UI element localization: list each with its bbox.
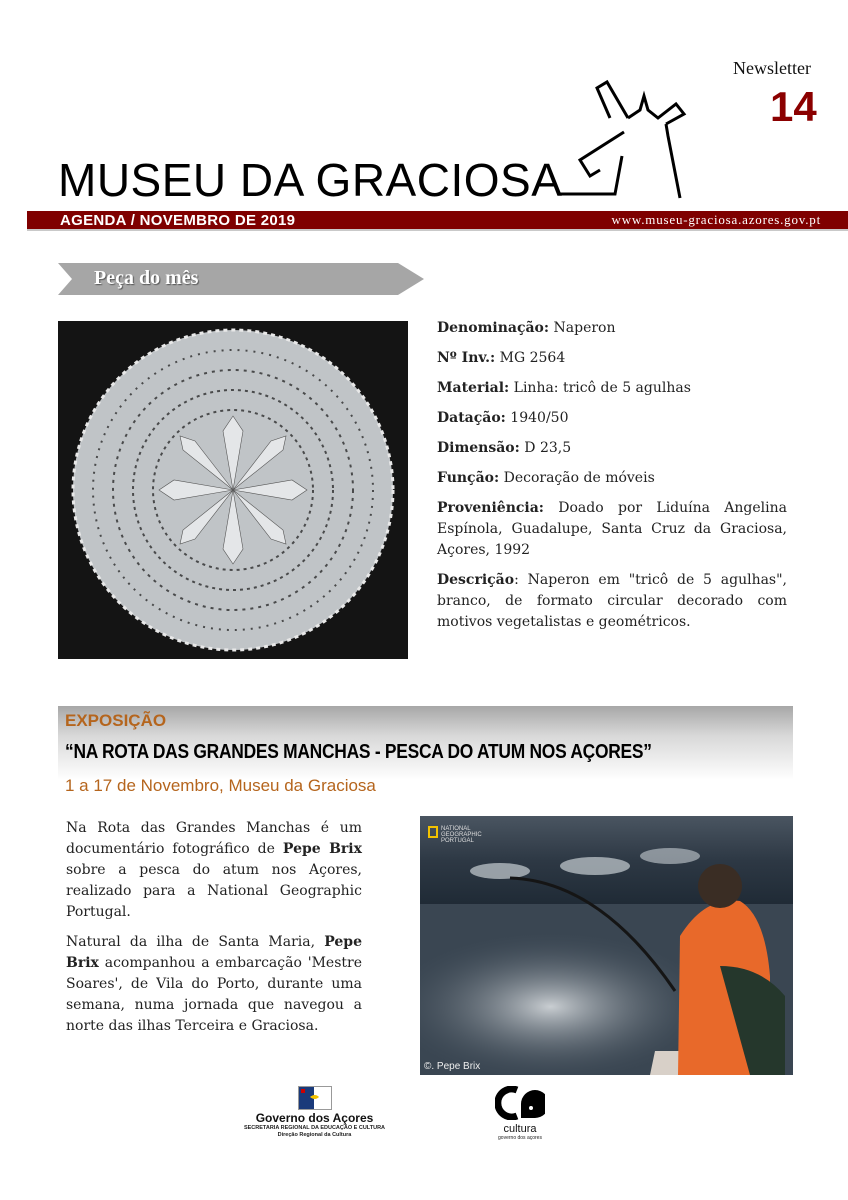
exhibition-paragraph-2: Natural da ilha de Santa Maria, Pepe Brix acompanhou a embarcação 'Mestre Soares', de Vila do Porto, durante uma semana, numa jornada que navegou a norte das ilhas Terceira e Graciosa. — [66, 934, 362, 1034]
exhibition-paragraph-1: Na Rota das Grandes Manchas é um documentário fotográfico de Pepe Brix sobre a pesca do atum nos Açores, realizado para a National Geographic Portugal. — [66, 820, 362, 920]
detail-inventory-number: Nº Inv.: MG 2564 — [437, 350, 566, 366]
exhibition-description — [66, 818, 362, 1046]
newsletter-label: Newsletter — [733, 58, 811, 78]
piece-of-month-banner — [58, 263, 424, 295]
cultura-logo — [488, 1086, 552, 1141]
government-secretariat: SECRETARIA REGIONAL DA EDUCAÇÃO E CULTURA — [243, 1125, 386, 1131]
government-direction: Direção Regional da Cultura — [277, 1132, 352, 1138]
cultura-subtitle: governo dos açores — [498, 1135, 542, 1141]
agenda-date: AGENDA / NOVEMBRO DE 2019 — [60, 212, 296, 229]
fisherman-image — [420, 816, 793, 1075]
piece-details — [437, 318, 787, 642]
detail-material: Material: Linha: tricô de 5 agulhas — [437, 380, 691, 396]
national-geographic-logo: NATIONAL GEOGRAPHIC PORTUGAL — [428, 826, 482, 844]
detail-datacao: Datação: 1940/50 — [437, 410, 569, 426]
exhibition-label: EXPOSIÇÃO — [65, 711, 167, 730]
photographer-name: Pepe Brix — [66, 934, 362, 971]
doily-photo — [58, 321, 408, 659]
cultura-mark-icon — [495, 1086, 545, 1120]
museum-title: MUSEU DA GRACIOSA — [58, 154, 563, 206]
tuna-fishing-photo — [420, 816, 793, 1075]
detail-proveniencia: Proveniência: Doado por Liduína Angelina Espínola, Guadalupe, Santa Cruz da Graciosa, Açores, 1992 — [437, 500, 787, 558]
government-title: Governo dos Açores — [255, 1111, 374, 1125]
detail-descricao: Descrição: Naperon em "tricô de 5 agulhas", branco, de formato circular decorado com motivos vegetalistas e geométricos. — [437, 572, 787, 630]
detail-dimensao: Dimensão: D 23,5 — [437, 440, 572, 456]
natgeo-yellow-frame-icon — [428, 826, 438, 838]
photographer-name: Pepe Brix — [282, 841, 362, 857]
exhibition-date-place: 1 a 17 de Novembro, Museu da Graciosa — [65, 776, 376, 795]
cultura-wordmark: cultura — [503, 1123, 537, 1135]
governo-acores-logo — [232, 1086, 397, 1139]
issue-number: 14 — [770, 83, 817, 130]
windmill-icon — [560, 76, 690, 200]
detail-denominacao: Denominação: Naperon — [437, 320, 616, 336]
azores-flag-icon — [298, 1086, 332, 1110]
website-link[interactable]: www.museu-graciosa.azores.gov.pt — [611, 212, 821, 227]
exhibition-title: “NA ROTA DAS GRANDES MANCHAS - PESCA DO ATUM NOS AÇORES” — [65, 741, 652, 763]
detail-funcao: Função: Decoração de móveis — [437, 470, 655, 486]
piece-of-month-heading: Peça do mês — [94, 267, 199, 289]
doily-image — [58, 321, 408, 659]
photo-credit: ©. Pepe Brix — [424, 1061, 481, 1072]
